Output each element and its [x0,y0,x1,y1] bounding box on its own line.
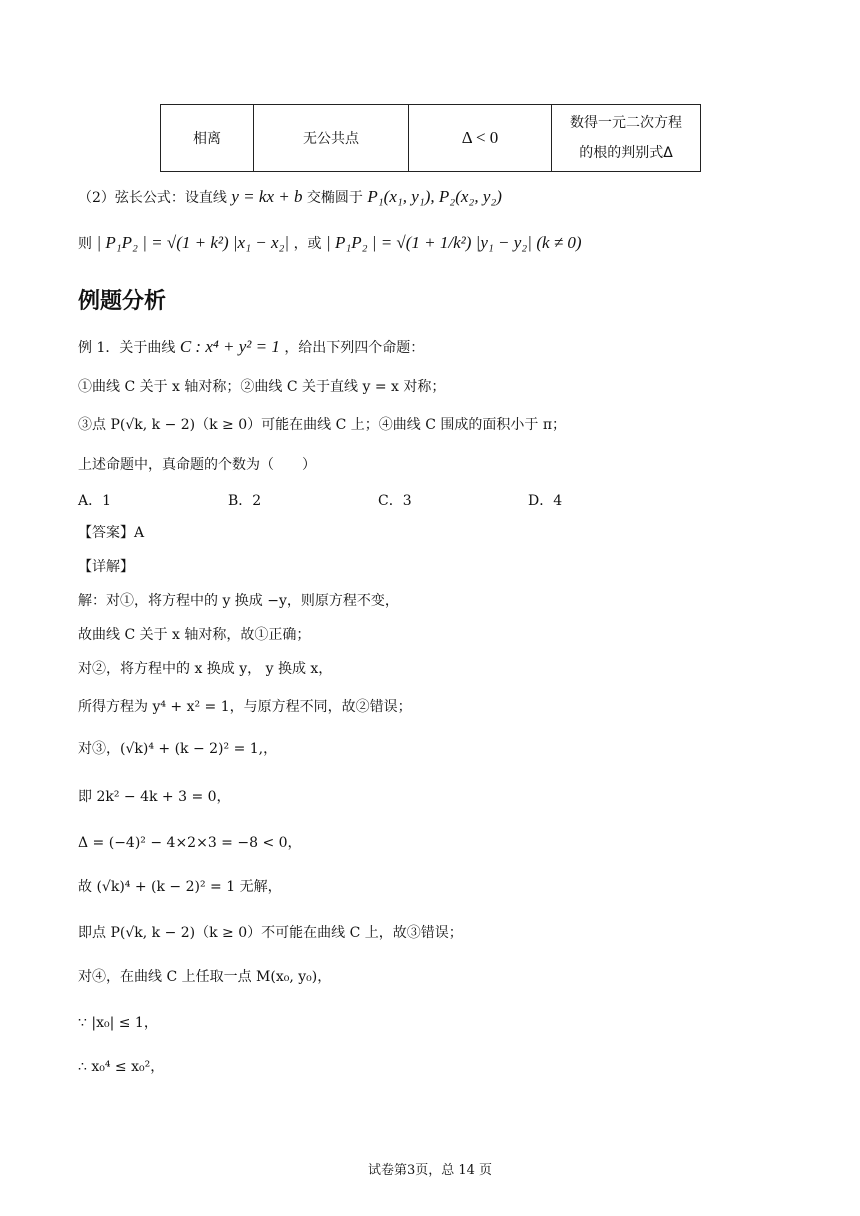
common-points-cell: 无公共点 [254,105,409,172]
solution-line: ∴ x₀⁴ ≤ x₀²， [78,1059,165,1075]
example-prompt: ，给出下列四个命题： [284,340,425,356]
chord-formula-line [78,232,582,255]
line-equation: y = kx + b [231,187,303,206]
intersection-points: P₁(x₁, y₁), P₂(x₂, y₂) [367,187,502,206]
relation-cell: 相离 [161,105,254,172]
example-statement [78,336,424,359]
solution-line: ∵ |x₀| ≤ 1， [78,1015,158,1031]
note-line-1: 数得一元二次方程 [570,115,682,131]
solution-line: 所得方程为 y⁴ + x² = 1，与原方程不同，故②错误； [78,699,412,715]
chord-condition: (k ≠ 0) [536,233,582,252]
table-row [161,105,701,172]
section-title: 例题分析 [78,289,167,314]
chord-intro-line [78,186,502,209]
condition-cell [409,105,552,172]
option-d: D．4 [528,493,563,509]
chord-formula-2: | P₁P₂ | = √(1 + 1/k²) |y₁ − y₂| [326,233,532,252]
proposition-line-2: ③点 P(√k, k − 2)（k ≥ 0）可能在曲线 C 上；④曲线 C 围成的面积小于 π； [78,417,567,433]
detail-label: 【详解】 [78,559,134,575]
example-question: 上述命题中，真命题的个数为（ ） [78,457,316,473]
chord-meet: 交椭圆于 [306,190,363,206]
solution-line: 解：对①，将方程中的 y 换成 −y，则原方程不变， [78,593,399,609]
solution-line: 故曲线 C 关于 x 轴对称，故①正确； [78,627,311,643]
solution-line: Δ = (−4)² − 4×2×3 = −8 < 0， [78,835,302,851]
page-footer: 试卷第3页，总 14 页 [367,1163,493,1178]
condition-text: Δ < 0 [461,128,499,147]
curve-equation: C : x⁴ + y² = 1 [179,337,280,356]
note-line-2: 的根的判别式Δ [579,145,673,161]
solution-line: 对③，(√k)⁴ + (k − 2)² = 1,， [78,741,278,757]
chord-intro: （2）弦长公式：设直线 [78,190,227,206]
answer-line: 【答案】A [78,525,145,541]
proposition-line-1: ①曲线 C 关于 x 轴对称；②曲线 C 关于直线 y = x 对称； [78,379,446,395]
relation-table [160,104,701,172]
solution-line: 对④，在曲线 C 上任取一点 M(x₀, y₀)， [78,969,332,985]
solution-line: 故 (√k)⁴ + (k − 2)² = 1 无解， [78,879,282,895]
chord-or: ，或 [293,236,322,252]
solution-line: 对②，将方程中的 x 换成 y， y 换成 x， [78,661,333,677]
option-b: B．2 [228,493,262,509]
chord-formula-1: | P₁P₂ | = √(1 + k²) |x₁ − x₂| [96,233,290,252]
solution-line: 即点 P(√k, k − 2)（k ≥ 0）不可能在曲线 C 上，故③错误； [78,925,463,941]
solution-line: 即 2k² − 4k + 3 = 0， [78,789,231,805]
example-label: 例 1．关于曲线 [78,340,176,356]
chord-then: 则 [78,236,92,252]
option-a: A．1 [78,493,112,509]
note-cell [552,105,701,172]
option-c: C．3 [378,493,412,509]
